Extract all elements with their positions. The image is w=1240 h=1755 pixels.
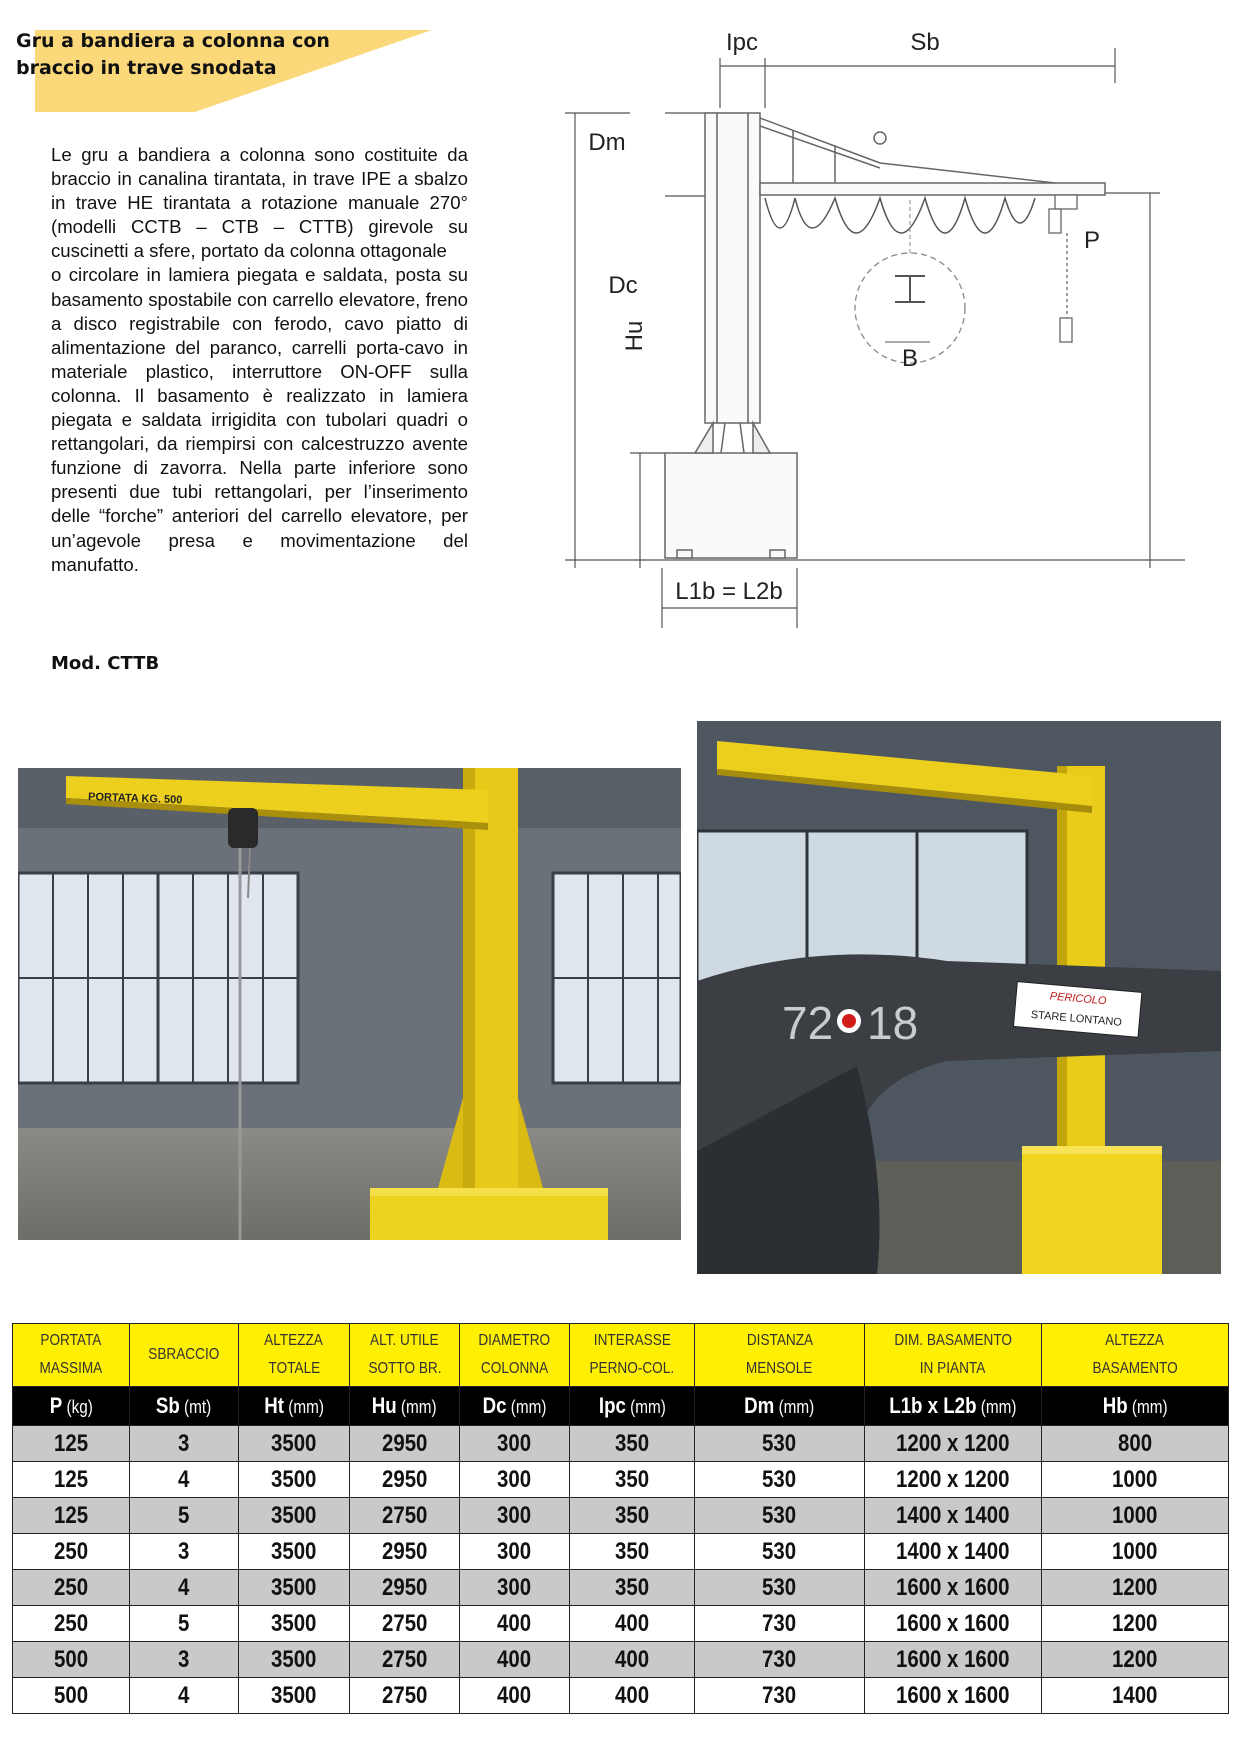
table-cell-value: 2950 [381, 1465, 428, 1493]
table-header-cell [460, 1324, 570, 1387]
table-cell-value: 3500 [271, 1465, 317, 1493]
table-unit: (kg) [61, 1397, 93, 1417]
table-unit: (mm) [625, 1397, 666, 1417]
table-cell [570, 1606, 695, 1642]
table-cell [865, 1462, 1042, 1498]
table-symbol-cell [130, 1387, 239, 1426]
table-cell-value: 1200 x 1200 [896, 1465, 1010, 1493]
table-cell-value: 300 [497, 1501, 532, 1529]
diagram-label-base: L1b = L2b [675, 578, 783, 605]
table-header-text: IN PIANTA [920, 1360, 986, 1377]
table-header-cell [239, 1324, 350, 1387]
table-cell [460, 1570, 570, 1606]
table-cell-value: 530 [762, 1429, 797, 1457]
table-cell [130, 1498, 239, 1534]
table-header-cell [130, 1324, 239, 1387]
table-cell [570, 1678, 695, 1714]
table-row [13, 1426, 1229, 1462]
table-cell-value: 2950 [381, 1429, 428, 1457]
table-symbol-cell [350, 1387, 460, 1426]
table-row [13, 1462, 1229, 1498]
table-header-cell [865, 1324, 1042, 1387]
table-header-cell [570, 1324, 695, 1387]
photo-helicopter-number: 72 [782, 997, 834, 1049]
table-header-text: DISTANZA [746, 1332, 813, 1349]
table-cell [239, 1570, 350, 1606]
table-symbol: Sb [156, 1393, 181, 1418]
table-cell-value: 125 [53, 1501, 89, 1529]
table-header-text: DIM. BASAMENTO [894, 1332, 1012, 1349]
table-cell-value: 400 [614, 1645, 650, 1673]
table-cell [350, 1570, 460, 1606]
table-cell-value: 350 [614, 1537, 650, 1565]
crane-diagram [535, 28, 1195, 640]
table-row [13, 1570, 1229, 1606]
table-row [13, 1642, 1229, 1678]
table-cell-value: 2750 [381, 1609, 428, 1637]
table-unit: (mm) [506, 1397, 547, 1417]
table-cell-value: 400 [497, 1609, 532, 1637]
table-cell [239, 1678, 350, 1714]
table-cell-value: 530 [762, 1465, 797, 1493]
table-cell-value: 500 [53, 1645, 89, 1673]
table-cell [1042, 1426, 1229, 1462]
table-cell-value: 3500 [271, 1501, 317, 1529]
table-cell [460, 1606, 570, 1642]
table-unit: (mt) [180, 1397, 212, 1417]
spec-table [12, 1323, 1229, 1714]
table-header-text: ALT. UTILE [370, 1332, 439, 1349]
table-cell [13, 1426, 130, 1462]
table-cell-value: 125 [53, 1465, 89, 1493]
table-cell-value: 3 [178, 1645, 190, 1673]
diagram-label-b: B [901, 345, 919, 372]
table-cell [695, 1426, 865, 1462]
table-cell [865, 1426, 1042, 1462]
table-cell-value: 400 [497, 1681, 532, 1709]
table-cell [13, 1642, 130, 1678]
table-cell-value: 730 [762, 1681, 797, 1709]
description-paragraph-2: o circolare in lamiera piegata e saldata, posta su basamento spostabile con carrello elevatore, freno a disco registrabile con ferodo, cavo piatto di alimentazione del paranco, carrelli porta-cavo in materiale plastico, interruttore ON-OFF sulla colonna. Il basamento è realizzato in lamiera piegata e saldata irrigidita con tubolari quadri o rettangolari, da riempirsi con calcestruzzo avente funzione di zavorra. Nella parte inferiore sono presenti due tubi rettangolari, per l’inserimento delle “forche” anteriori del carrello elevatore, per un’agevole presa e movimentazione del manufatto. [51, 264, 468, 575]
table-cell-value: 530 [762, 1501, 797, 1529]
crane-diagram-svg [535, 28, 1195, 640]
table-cell-value: 1600 x 1600 [896, 1681, 1010, 1709]
table-cell [460, 1534, 570, 1570]
table-cell [695, 1462, 865, 1498]
table-cell [350, 1534, 460, 1570]
table-cell-value: 1000 [1112, 1537, 1158, 1565]
table-cell [13, 1498, 130, 1534]
table-symbol-cell [865, 1387, 1042, 1426]
table-cell-value: 730 [762, 1609, 797, 1637]
table-cell [865, 1678, 1042, 1714]
table-header-text: BASAMENTO [1092, 1360, 1178, 1377]
table-symbol-cell [13, 1387, 130, 1426]
table-cell-value: 1200 [1112, 1645, 1158, 1673]
table-cell-value: 4 [178, 1573, 190, 1601]
table-cell-value: 350 [614, 1429, 650, 1457]
table-header-cell [695, 1324, 865, 1387]
table-cell-value: 300 [497, 1465, 532, 1493]
table-cell-value: 400 [497, 1645, 532, 1673]
table-cell-value: 1600 x 1600 [896, 1645, 1010, 1673]
table-symbol-cell [460, 1387, 570, 1426]
table-cell [695, 1678, 865, 1714]
table-cell [13, 1606, 130, 1642]
table-cell [239, 1498, 350, 1534]
table-cell-value: 2750 [381, 1681, 428, 1709]
page-title: Gru a bandiera a colonna con braccio in trave snodata [16, 30, 330, 79]
table-symbol: Ht [264, 1393, 284, 1418]
table-cell-value: 1600 x 1600 [896, 1573, 1010, 1601]
photo-sign-pericolo: PERICOLO [1049, 990, 1107, 1008]
table-cell [865, 1498, 1042, 1534]
table-cell-value: 800 [1117, 1429, 1153, 1457]
crane-photo-helicopter-image [697, 721, 1221, 1274]
table-cell [130, 1534, 239, 1570]
table-cell-value: 400 [614, 1609, 650, 1637]
table-cell [1042, 1534, 1229, 1570]
table-cell [460, 1678, 570, 1714]
table-cell-value: 1200 [1112, 1573, 1158, 1601]
table-cell-value: 530 [762, 1537, 797, 1565]
table-cell [570, 1498, 695, 1534]
table-symbol: Hu [372, 1393, 397, 1418]
table-cell [130, 1678, 239, 1714]
table-cell [570, 1462, 695, 1498]
table-row [13, 1498, 1229, 1534]
table-cell-value: 530 [762, 1573, 797, 1601]
table-cell [695, 1570, 865, 1606]
table-cell [695, 1642, 865, 1678]
table-cell-value: 2750 [381, 1645, 428, 1673]
table-row [13, 1678, 1229, 1714]
photo-sign-stare-lontano: STARE LONTANO [1030, 1008, 1123, 1029]
table-cell [695, 1606, 865, 1642]
table-cell-value: 730 [762, 1645, 797, 1673]
table-cell-value: 3500 [271, 1573, 317, 1601]
table-symbol-cell [570, 1387, 695, 1426]
table-header-text: SOTTO BR. [367, 1360, 442, 1377]
table-cell-value: 300 [497, 1429, 532, 1457]
table-row [13, 1606, 1229, 1642]
table-cell [130, 1570, 239, 1606]
table-cell [239, 1642, 350, 1678]
table-header-text: TOTALE [268, 1360, 320, 1377]
table-cell [350, 1498, 460, 1534]
table-cell [695, 1534, 865, 1570]
table-cell-value: 350 [614, 1465, 650, 1493]
table-cell-value: 2750 [381, 1501, 428, 1529]
table-cell [350, 1678, 460, 1714]
table-cell-value: 1400 [1112, 1681, 1158, 1709]
table-unit: (mm) [283, 1397, 324, 1417]
table-cell [570, 1642, 695, 1678]
photo-sign-portata: PORTATA KG. 500 [87, 791, 183, 807]
table-unit: (mm) [1127, 1397, 1168, 1417]
table-cell [13, 1534, 130, 1570]
table-cell [350, 1426, 460, 1462]
table-header-text: MENSOLE [746, 1360, 813, 1377]
table-header-cell [1042, 1324, 1229, 1387]
diagram-label-hu: Hu [621, 320, 648, 352]
table-cell-value: 350 [614, 1501, 650, 1529]
table-cell [239, 1462, 350, 1498]
table-symbol-cell [695, 1387, 865, 1426]
diagram-label-p: P [1083, 227, 1101, 254]
table-cell-value: 2950 [381, 1537, 428, 1565]
table-cell [350, 1642, 460, 1678]
table-cell [350, 1462, 460, 1498]
table-cell-value: 4 [178, 1681, 190, 1709]
table-header-cell [350, 1324, 460, 1387]
table-cell [570, 1426, 695, 1462]
table-cell-value: 125 [53, 1429, 89, 1457]
table-cell-value: 5 [178, 1501, 190, 1529]
photo-helicopter-number-2: 18 [867, 997, 919, 1049]
table-symbol: P [49, 1393, 62, 1418]
table-symbol-row [13, 1387, 1229, 1426]
table-cell-value: 4 [178, 1465, 190, 1493]
table-header-text: COLONNA [480, 1360, 549, 1377]
table-cell [460, 1426, 570, 1462]
table-cell-value: 250 [53, 1537, 89, 1565]
table-cell-value: 250 [53, 1609, 89, 1637]
table-cell [865, 1642, 1042, 1678]
table-cell-value: 1000 [1112, 1501, 1158, 1529]
table-cell [130, 1462, 239, 1498]
table-cell [13, 1570, 130, 1606]
crane-photo-helicopter [697, 721, 1221, 1274]
table-cell [13, 1462, 130, 1498]
table-cell [1042, 1570, 1229, 1606]
table-cell [865, 1570, 1042, 1606]
table-cell [865, 1606, 1042, 1642]
table-header-cell [13, 1324, 130, 1387]
table-cell [130, 1642, 239, 1678]
table-cell [239, 1606, 350, 1642]
table-cell-value: 3 [178, 1429, 190, 1457]
table-unit: (mm) [774, 1397, 815, 1417]
table-header-text: PORTATA [40, 1332, 102, 1349]
table-cell [570, 1570, 695, 1606]
description [51, 143, 468, 577]
table-cell [1042, 1498, 1229, 1534]
table-cell-value: 250 [53, 1573, 89, 1601]
table-cell [695, 1498, 865, 1534]
table-body [13, 1426, 1229, 1714]
table-symbol: Hb [1102, 1393, 1128, 1418]
table-cell-value: 3500 [271, 1429, 317, 1457]
diagram-label-ipc: Ipc [725, 29, 759, 56]
table-cell-value: 300 [497, 1573, 532, 1601]
table-cell [239, 1426, 350, 1462]
table-cell-value: 3500 [271, 1645, 317, 1673]
table-cell-value: 3500 [271, 1537, 317, 1565]
table-cell [1042, 1462, 1229, 1498]
table-header-text: INTERASSE [593, 1332, 671, 1349]
table-cell [130, 1426, 239, 1462]
table-cell-value: 400 [614, 1681, 650, 1709]
table-symbol: Dm [744, 1393, 775, 1418]
table-header-text: ALTEZZA [1105, 1332, 1165, 1349]
table-header-text: DIAMETRO [478, 1332, 551, 1349]
table-cell [1042, 1678, 1229, 1714]
table-header-row [13, 1324, 1229, 1387]
table-cell-value: 5 [178, 1609, 190, 1637]
table-cell [460, 1498, 570, 1534]
table-cell [570, 1534, 695, 1570]
table-cell-value: 3500 [271, 1681, 317, 1709]
table-cell [1042, 1606, 1229, 1642]
table-cell-value: 1200 x 1200 [896, 1429, 1010, 1457]
table-cell-value: 350 [614, 1573, 650, 1601]
table-cell [239, 1534, 350, 1570]
table-cell [1042, 1642, 1229, 1678]
table-row [13, 1534, 1229, 1570]
table-cell-value: 1600 x 1600 [896, 1609, 1010, 1637]
model-label: Mod. CTTB [51, 653, 160, 674]
table-symbol: Ipc [598, 1393, 626, 1418]
description-paragraph-1: Le gru a bandiera a colonna sono costituite da braccio in canalina tirantata, in trave IPE a sbalzo in trave HE tirantata a rotazione manuale 270° (modelli CCTB – CTB – CTTB) girevole su cuscinetti a sfere, portato da colonna ottagonale [51, 144, 468, 262]
crane-photo-hangar-image [18, 768, 681, 1240]
table-cell-value: 300 [497, 1537, 532, 1565]
table-unit: (mm) [396, 1397, 437, 1417]
table-cell-value: 1200 [1112, 1609, 1158, 1637]
table-cell [460, 1462, 570, 1498]
table-cell [865, 1534, 1042, 1570]
diagram-label-sb: Sb [910, 29, 940, 56]
table-cell-value: 3 [178, 1537, 190, 1565]
table-symbol: L1b x L2b [889, 1393, 977, 1418]
table-cell [350, 1606, 460, 1642]
table-cell-value: 3500 [271, 1609, 317, 1637]
table-header-text: ALTEZZA [264, 1332, 324, 1349]
table-symbol-cell [1042, 1387, 1229, 1426]
diagram-label-dm: Dm [588, 129, 626, 156]
table-cell [460, 1642, 570, 1678]
diagram-label-dc: Dc [608, 272, 638, 299]
table-cell-value: 1000 [1112, 1465, 1158, 1493]
table-symbol: Dc [482, 1393, 507, 1418]
crane-photo-hangar [18, 768, 681, 1240]
table-unit: (mm) [976, 1397, 1017, 1417]
table-cell [13, 1678, 130, 1714]
table-cell-value: 500 [53, 1681, 89, 1709]
table-header-text: SBRACCIO [148, 1346, 220, 1363]
table-cell-value: 1400 x 1400 [896, 1537, 1010, 1565]
table-cell-value: 2950 [381, 1573, 428, 1601]
table-cell [130, 1606, 239, 1642]
table-symbol-cell [239, 1387, 350, 1426]
table-cell-value: 1400 x 1400 [896, 1501, 1010, 1529]
table-header-text: PERNO-COL. [589, 1360, 675, 1377]
table-header-text: MASSIMA [39, 1360, 103, 1377]
